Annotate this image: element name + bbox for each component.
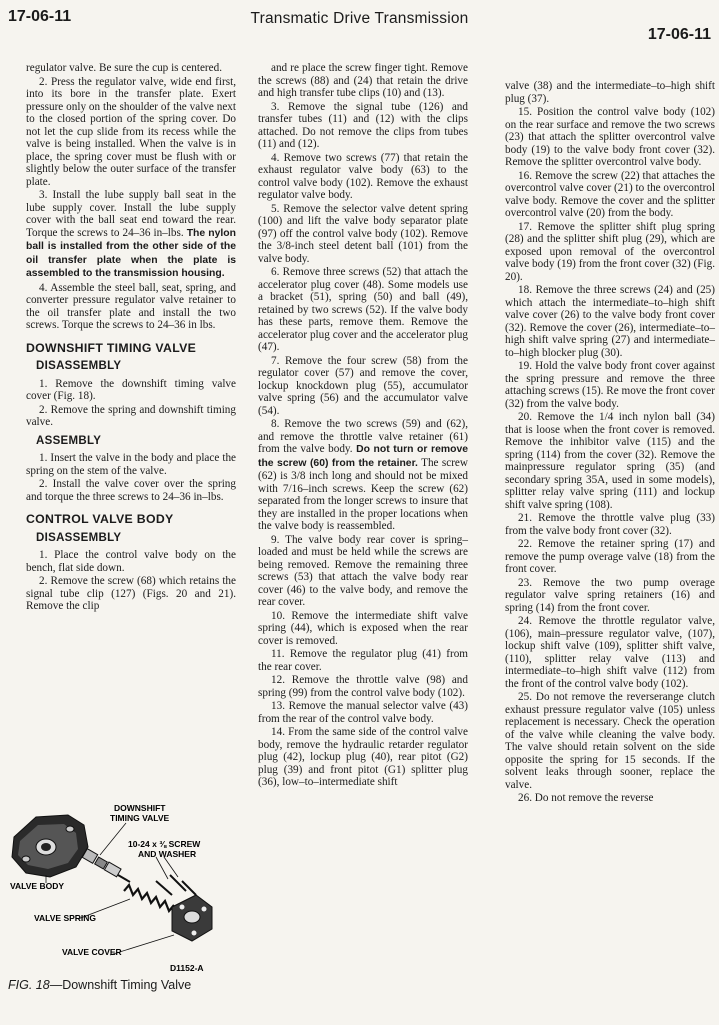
paragraph: 4. Remove two screws (77) that retain the exhaust regulator valve body (63) to the control valve body (102). Remove the exhaust regulator valve body. [258, 151, 468, 201]
paragraph: 1. Place the control valve body on the bench, flat side down. [26, 549, 236, 574]
figure-number: FIG. 18 [8, 978, 50, 992]
label-screw-2: AND WASHER [138, 849, 197, 859]
exploded-view-illustration [6, 795, 232, 973]
paragraph: 5. Remove the selector valve detent spring (100) and lift the valve body separator plate (97) off the control valve body (102). Remove the 3/8-inch steel detent ball (101) from the valve body. [258, 202, 468, 265]
paragraph: 15. Position the control valve body (102) on the rear surface and remove the two screws (23) that attach the splitter overcontrol valve body (19) to the valve body front cover (32). Remove the splitter overcontrol valve body. [505, 106, 715, 168]
label-timing-valve-2: TIMING VALVE [110, 813, 170, 823]
figure-code: D1152-A [170, 963, 204, 973]
page-number-left: 17-06-11 [8, 8, 72, 25]
text-column-3 [505, 80, 715, 806]
label-valve-spring: VALVE SPRING [34, 913, 97, 923]
paragraph: 11. Remove the regulator plug (41) from the rear cover. [258, 648, 468, 673]
valve-cover-part [172, 895, 212, 941]
subheading-assembly: ASSEMBLY [36, 434, 102, 447]
running-title: Transmatic Drive Transmission [250, 10, 469, 27]
paragraph: 10. Remove the intermediate shift valve spring (44), which is exposed when the rear cover is removed. [258, 609, 468, 647]
paragraph: 20. Remove the 1/4 inch nylon ball (34) that is loose when the front cover is removed. Remove the inhibitor valve (115) and the spring (114) from the cover (32). Remove the mainpressure regulator spring (35) (and secondary spring 35A, used in some models), splitter relay valve spring (111) and lockup shift valve spring (108). [505, 411, 715, 511]
paragraph: 14. From the same side of the control valve body, remove the hydraulic retarder regulator plug (42), lockup plug (40), rear pitot (G2) plug (39) and front pitot (G1) splitter plug (36), low–to–intermediate shift [258, 726, 468, 788]
paragraph: and re place the screw finger tight. Remove the screws (88) and (24) that retain the drive and high transfer tube clips (10) and (13). [258, 62, 468, 99]
paragraph: 2. Press the regulator valve, wide end first, into its bore in the transfer plate. Exert pressure only on the shoulder of the valve next to the closed portion of the spring cover. Do not let the cup slide from its recess while the valve is being installed. When the valve is in place, the spring cover must be flush with or slightly below the outer surface of the transfer plate. [26, 75, 236, 188]
paragraph: 17. Remove the splitter shift plug spring (28) and the splitter shift plug (29), which are exposed upon removal of the overcontrol valve body (19) from the front cover (32) (Fig. 20). [505, 220, 715, 283]
step-text: 3. Install the lube supply ball seat in the lube supply cover. Install the lube supply cover with the ball seat end toward the rear. Torque the screws to 24–36 in–lbs. [26, 189, 236, 239]
figure-caption [8, 978, 238, 993]
step-text: 8. Remove the two screws (59) and (62), and remove the throttle valve retainer (61) from the valve body. [258, 418, 468, 455]
paragraph: 2. Remove the spring and downshift timing valve. [26, 403, 236, 428]
step-text: The screw (62) is 3/8 inch long and should not be mixed with 7/16–inch screws. Keep the screw (62) separated from the longer screws to insure that they are installed in the proper locations when the valve body is reassembled. [258, 456, 468, 532]
paragraph: valve (38) and the intermediate–to–high shift plug (37). [505, 80, 715, 105]
paragraph: 6. Remove three screws (52) that attach the accelerator plug cover (48). Some models use a bracket (51), spring (50) and ball (49), retained by two screws (52). If the valve body has these parts, remove them. Remove the accelerator plug cover and the accelerator plug (47). [258, 266, 468, 353]
section-heading-control-valve: CONTROL VALVE BODY [26, 512, 174, 526]
paragraph: 18. Remove the three screws (24) and (25) which attach the intermediate–to–high shift valve cover (26) to the valve body front cover (32). Remove the cover (26), intermediate–to–high shift valve spring (27) and intermediate–to–high blocker plug (30). [505, 284, 715, 359]
screws-part [156, 875, 196, 895]
label-screw-1: 10-24 x ⅜ SCREW [128, 839, 201, 849]
paragraph: 16. Remove the screw (22) that attaches the overcontrol valve cover (21) to the overcontrol valve body. Remove the cover and the splitter overcontrol valve (20) from the body. [505, 169, 715, 219]
paragraph: regulator valve. Be sure the cup is centered. [26, 62, 223, 74]
text-column-1 [26, 62, 236, 614]
paragraph: 7. Remove the four screw (58) from the regulator cover (57) and remove the cover, lockup knockdown plug (55), accumulator valve spring (56) and the accumulator valve (54). [258, 354, 468, 417]
paragraph: 2. Install the valve cover over the spring and torque the three screws to 24–36 in–lbs. [26, 478, 236, 503]
page-number-right: 17-06-11 [647, 26, 711, 43]
paragraph: 23. Remove the two pump overage regulator valve spring retainers (16) and spring (14) from the front cover. [505, 576, 715, 614]
paragraph [26, 189, 236, 281]
figure-title: —Downshift Timing Valve [49, 978, 192, 992]
paragraph: 19. Hold the valve body front cover against the spring pressure and remove the three attaching screws (15). Re move the front cover (32) from the valve body. [505, 360, 716, 410]
bold-note: The nylon ball is installed from the other side of the oil transfer plate when the plate is assembled to the transmission housing. [26, 227, 236, 279]
subheading-disassembly: DISASSEMBLY [36, 531, 122, 544]
paragraph: 4. Assemble the steel ball, seat, spring, and converter pressure regulator valve retainer to the oil transfer plate and install the two screws. Torque the screws to 24–36 in lbs. [26, 281, 236, 331]
paragraph [258, 418, 468, 533]
paragraph: 1. Insert the valve in the body and place the spring on the stem of the valve. [26, 452, 236, 477]
paragraph: 3. Remove the signal tube (126) and transfer tubes (11) and (12) with the clips attached. Do not remove the clips from tubes (11) and (12). [258, 100, 468, 150]
section-heading-downshift: DOWNSHIFT TIMING VALVE [26, 340, 197, 355]
paragraph: 21. Remove the throttle valve plug (33) from the valve body front cover (32). [505, 512, 715, 537]
timing-valve-part [82, 849, 130, 882]
paragraph: 26. Do not remove the reverse [518, 792, 654, 804]
bold-note: Do not turn or remove the screw (60) from the retainer. [258, 444, 469, 469]
figure-downshift-timing-valve [6, 795, 232, 973]
paragraph: 1. Remove the downshift timing valve cover (Fig. 18). [26, 377, 236, 402]
paragraph: 24. Remove the throttle regulator valve, (106), main–pressure regulator valve, (107), lockup shift valve (109), splitter shift valve, (110), splitter relay valve (113) and intermediate–to–high shift valve (112) from the front of the control valve body (102). [505, 615, 715, 690]
paragraph: 2. Remove the screw (68) which retains the signal tube clip (127) (Figs. 20 and 21). Remove the clip [26, 575, 236, 612]
paragraph: 25. Do not remove the reverserange clutch exhaust pressure regulator valve (105) unless replacement is necessary. Check the operation of the valve while cleaning the valve body. The valve should retain solvent on the side opposite the spring for 15 seconds. If the solvent leaks through sooner, replace the valve. [505, 691, 715, 791]
text-column-2 [258, 62, 468, 790]
paragraph: 12. Remove the throttle valve (98) and spring (99) from the control valve body (102). [258, 674, 468, 699]
label-valve-cover: VALVE COVER [62, 947, 122, 957]
page-header [0, 0, 719, 48]
label-valve-body: VALVE BODY [10, 881, 64, 891]
paragraph: 9. The valve body rear cover is spring–loaded and must be held while the screws are being removed. Remove the remaining three screws (53) that attach the valve body rear cover (46) to the valve body, and remove the rear cover. [258, 533, 468, 608]
paragraph: 22. Remove the retainer spring (17) and remove the pump overage valve (18) from the front cover. [505, 538, 715, 575]
label-timing-valve-1: DOWNSHIFT [114, 803, 166, 813]
paragraph: 13. Remove the manual selector valve (43) from the rear of the control valve body. [258, 700, 468, 725]
subheading-disassembly: DISASSEMBLY [36, 360, 122, 372]
